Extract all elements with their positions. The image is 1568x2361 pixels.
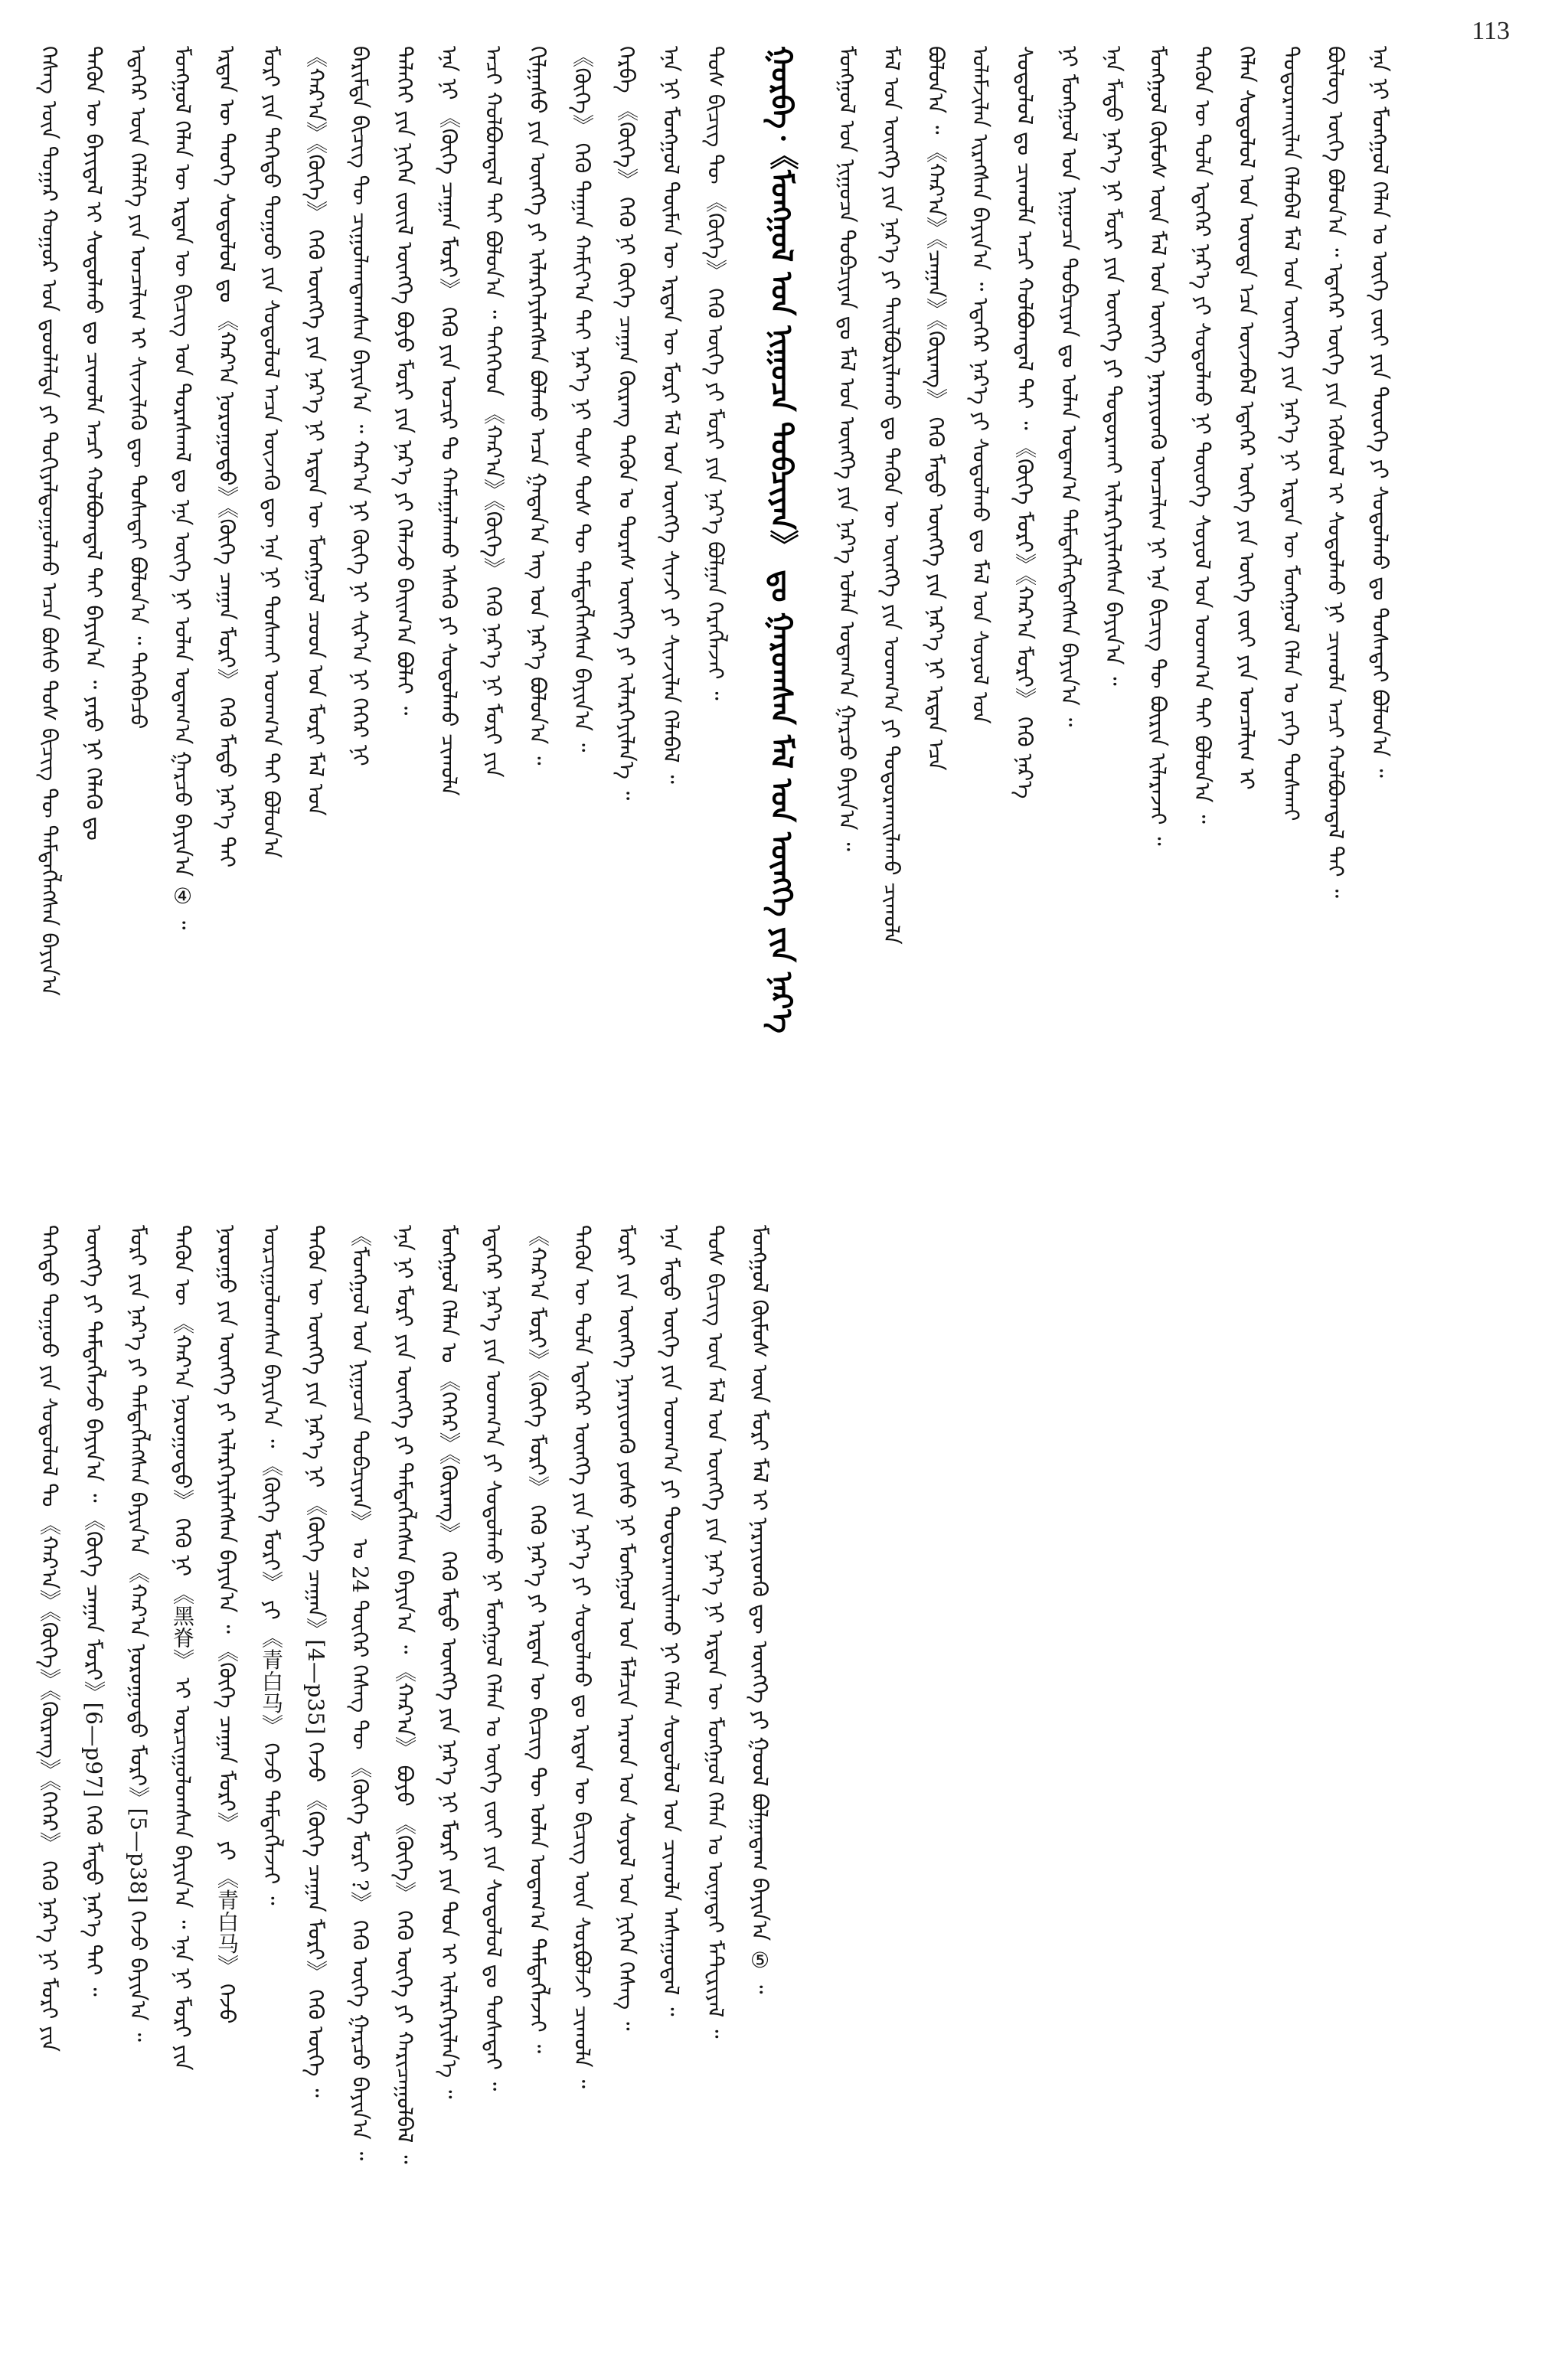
text-column: 《ᠮᠣᠩᠭᠣᠯ ᠤᠨ ᠨᠢᠭᠤᠴᠠ ᠲᠤᠪᠴᠢᠶᠠᠨ》 ᠤ 24 ᠳᠦᠭᠡᠷ ᠬᠡᠰᠡᠭ ᠲᠦ 《ᠬᠦᠬᠡ ᠮᠣᠷᠢ ?》 ᠭᠡᠬᠦ ᠦᠭᠡ ᠭᠠᠷᠴᠤ ᠪᠠᠶᠢᠨ᠎ᠠ ᠃ <box>348 1225 373 2161</box>
text-column: ᠮᠣᠷᠢ ᠶᠢᠨ ᠳᠡᠭᠡᠳᠦ ᠳᠤᠭᠤᠤ ᠶᠢᠨ ᠰᠤᠳᠤᠯᠤᠯ ᠠᠴᠠ ᠦᠵᠡᠬᠦ ᠳᠦ ᠡᠨᠡ ᠨᠢ ᠲᠤᠰᠬᠠᠢ ᠤᠳᠬ᠎ᠠ ᠲᠠᠢ ᠪᠣᠯᠤᠨ᠎ᠠ <box>259 46 284 858</box>
text-column: ᠬᠡᠯᠡᠨ ᠰᠤᠳᠤᠯᠤᠯ ᠤᠨ ᠦᠦᠳᠡ ᠡᠴᠡ ᠦᠵᠡᠪᠡᠯ ᠡᠳᠡᠭᠡᠷ ᠦᠭᠡ ᠶᠢᠨ ᠦᠭᠡ ᠵᠦᠢ ᠶᠢᠨ ᠤᠨᠴᠠᠯᠢᠭ ᠢ <box>1234 46 1259 790</box>
text-column: ᠡᠨᠡ ᠮᠡᠲᠦ ᠦᠭᠡ ᠶᠢᠨ ᠤᠳᠬ᠎ᠠ ᠶᠢ ᠲᠣᠳᠤᠷᠬᠠᠢᠯᠠᠬᠤ ᠨᠢ ᠬᠡᠯᠡᠨ ᠰᠤᠳᠤᠯᠤᠯ ᠤᠨ ᠴᠢᠬᠤᠯᠠ ᠠᠰᠠᠭᠤᠳᠠᠯ ᠃ <box>658 1225 684 2016</box>
text-column: ᠡᠨᠡ ᠨᠢ ᠮᠣᠷᠢ ᠶᠢᠨ ᠦᠩᠭᠡ ᠶᠢ ᠲᠡᠮᠳᠡᠭᠯᠡᠭᠰᠡᠨ ᠪᠠᠶᠢᠨ᠎ᠠ ᠃ 《ᠬᠠᠷ᠎ᠠ》 ᠪᠤᠶᠤ 《ᠬᠦᠬᠡ》 ᠭᠡᠬᠦ ᠦᠭᠡ ᠶᠢ ᠬᠠᠷᠢᠴᠠᠭᠤᠯᠪᠠᠯ ᠃ <box>392 1225 417 2164</box>
text-column: ᠨᠤᠷᠤᠭᠤ ᠶᠢᠨ ᠦᠩᠭᠡ ᠶᠢ ᠢᠯᠡᠷᠬᠡᠶᠢᠯᠡᠭᠰᠡᠨ ᠪᠠᠶᠢᠨ᠎ᠠ ᠃ 《ᠬᠦᠬᠡ ᠴᠠᠭᠠᠨ ᠮᠣᠷᠢ》 ᠶᠢ 《青白马》 ᠭᠡᠵᠦ <box>214 1225 240 2024</box>
text-column: ᠡᠨᠡ ᠨᠢ 《ᠬᠦᠬᠡ ᠴᠠᠭᠠᠨ ᠮᠣᠷᠢ》 ᠭᠡᠬᠦ ᠶᠢᠨ ᠤᠴᠢᠷ ᠲᠤ ᠬᠠᠮᠠᠭᠠᠯᠠᠬᠤ ᠡᠰᠡᠬᠦ ᠶᠢ ᠰᠤᠳᠤᠯᠬᠤ ᠴᠢᠬᠤᠯᠠ <box>436 46 462 796</box>
text-column: ᠮᠣᠷᠢ ᠶᠢᠨ ᠨᠡᠷ᠎ᠡ ᠶᠢ ᠲᠡᠮᠳᠡᠭᠯᠡᠭᠰᠡᠨ ᠪᠠᠶᠢᠨ᠎ᠠ 《ᠬᠠᠷ᠎ᠠ ᠨᠤᠷᠤᠭᠤᠲᠤ ᠮᠣᠷᠢ》[5—p38] ᠭᠡᠵᠦ ᠪᠠᠶᠢᠨ᠎ᠠ ᠃ <box>126 1225 151 2042</box>
text-column: ᠳᠡᠭᠡᠳᠦ ᠳᠤᠭᠤᠤ ᠶᠢᠨ ᠰᠤᠳᠤᠯᠤᠯ ᠲᠤ 《ᠬᠠᠷ᠎ᠠ》《ᠬᠦᠬᠡ》《ᠬᠦᠷᠡᠩ》《ᠬᠡᠭᠡᠷ》 ᠭᠡᠬᠦ ᠨᠡᠷ᠎ᠡ ᠨᠢ ᠮᠣᠷᠢ ᠶᠢᠨ <box>37 1225 62 2052</box>
text-column: ᠲᠤᠰ ᠪᠢᠴᠢᠭ ᠦᠨ ᠮᠠᠯ ᠤᠨ ᠦᠩᠭᠡ ᠶᠢᠨ ᠨᠡᠷ᠎ᠡ ᠨᠢ ᠡᠷᠲᠡᠨ ᠦ ᠮᠣᠩᠭᠣᠯ ᠬᠡᠯᠡᠨ ᠤ ᠦᠨᠡᠳᠡᠢ ᠮᠠᠲ᠋ᠧᠷᠢᠶᠠᠯ ᠃ <box>703 1225 728 2039</box>
text-column: ᠬᠡᠷᠪᠡ 《ᠬᠦᠬᠡ》 ᠭᠡᠬᠦ ᠨᠢ ᠬᠦᠬᠡ ᠴᠠᠭᠠᠨ ᠬᠦᠷᠡᠩ ᠲᠡᠭᠦᠨ ᠤ ᠳᠤᠷᠠᠰ ᠦᠩᠭᠡ ᠶᠢ ᠢᠯᠡᠷᠬᠡᠶᠢᠯᠡᠨ᠎ᠡ ᠃ <box>614 46 639 801</box>
text-column: ᠦᠩᠭᠡ ᠶᠢ ᠲᠡᠮᠳᠡᠭᠯᠡᠵᠦ ᠪᠠᠶᠢᠨ᠎ᠠ ᠃ 《ᠬᠦᠬᠡ ᠴᠠᠭᠠᠨ ᠮᠣᠷᠢ》[6—p97] ᠭᠡᠬᠦ ᠮᠡᠲᠦ ᠨᠡᠷ᠎ᠡ ᠲᠠᠢ ᠃ <box>81 1225 106 1997</box>
text-column: ᠪᠦᠯᠦᠭ ᠦᠭᠡ ᠪᠣᠯᠤᠨ᠎ᠠ ᠃ ᠡᠳᠡᠭᠡᠷ ᠦᠭᠡ ᠶᠢᠨ ᠡᠭᠦᠰᠦᠯ ᠢ ᠰᠤᠳᠤᠯᠬᠤ ᠨᠢ ᠴᠢᠬᠤᠯᠠ ᠠᠴᠢ ᠬᠣᠯᠪᠣᠭᠳᠠᠯ ᠲᠠᠢ ᠃ <box>1323 46 1348 898</box>
text-column: 《ᠬᠠᠷ᠎ᠠ》《ᠬᠦᠬᠡ》 ᠭᠡᠬᠦ ᠦᠩᠭᠡ ᠶᠢᠨ ᠨᠡᠷ᠎ᠡ ᠨᠢ ᠡᠷᠲᠡᠨ ᠦ ᠮᠣᠩᠭᠣᠯ ᠴᠤᠳ ᠤᠨ ᠮᠣᠷᠢ ᠮᠠᠯ ᠤᠨ <box>303 46 328 816</box>
text-column: ᠳᠡᠯᠡᠭᠡᠢ ᠶᠢᠨ ᠨᠢᠭᠡᠨ ᠵᠦᠢᠯ ᠦᠩᠭᠡ ᠪᠤᠶᠤ ᠮᠣᠷᠢ ᠶᠢᠨ ᠨᠡᠷ᠎ᠡ ᠶᠢ ᠬᠡᠯᠡᠵᠦ ᠪᠠᠢᠭ᠎ᠠ ᠪᠣᠯᠠᠢ ᠃ <box>392 46 417 716</box>
text-column: ᠲᠡᠭᠦᠨ ᠦ 《ᠬᠠᠷ᠎ᠠ ᠨᠤᠷᠤᠭᠤᠲᠤ》 ᠭᠡᠬᠦ ᠨᠢ 《黑脊》 ᠢ ᠣᠷᠴᠢᠭᠤᠯᠤᠭᠰᠠᠨ ᠪᠠᠶᠢᠨ᠎ᠠ ᠃ ᠡᠨᠡ ᠨᠢ ᠮᠣᠷᠢ ᠶᠢᠨ <box>170 1225 195 2071</box>
text-column: ᠣᠷᠴᠢᠭᠤᠯᠤᠭᠰᠠᠨ ᠪᠠᠶᠢᠨ᠎ᠠ ᠃ 《ᠬᠦᠬᠡ ᠮᠣᠷᠢ》 ᠶᠢ 《青白马》 ᠭᠡᠵᠦ ᠲᠡᠮᠳᠡᠭᠯᠡᠵᠡᠢ ᠃ <box>259 1225 284 1905</box>
text-column: ᠲᠡᠭᠦᠨ ᠦ ᠦᠩᠭᠡ ᠶᠢᠨ ᠨᠡᠷ᠎ᠡ ᠨᠢ 《ᠬᠦᠬᠡ ᠴᠠᠭᠠᠨ》[4—p35] ᠭᠡᠵᠦ 《ᠬᠦᠬᠡ ᠴᠠᠭᠠᠨ ᠮᠣᠷᠢ》 ᠭᠡᠬᠦ ᠦᠭᠡ ᠃ <box>303 1225 328 2098</box>
lower-text-block <box>31 1225 1531 2327</box>
text-column: ᠲᠤᠰ ᠪᠢᠴᠢᠭ ᠲᠦ 《ᠬᠦᠬᠡ》 ᠭᠡᠬᠦ ᠦᠭᠡ ᠶᠢ ᠮᠣᠷᠢ ᠶᠢᠨ ᠨᠡᠷ᠎ᠡ ᠪᠣᠯᠭᠠᠨ ᠬᠡᠷᠡᠭᠯᠡᠵᠡᠢ ᠃ <box>703 46 728 700</box>
text-column: ᠡᠨᠡ ᠨᠢ ᠮᠣᠩᠭᠣᠯ ᠲᠦᠮᠡᠨ ᠦ ᠡᠷᠲᠡᠨ ᠦ ᠮᠣᠷᠢ ᠮᠠᠯ ᠤᠨ ᠦᠩᠭᠡ ᠰᠢᠨᠵᠢ ᠶᠢ ᠰᠢᠨᠵᠢᠯᠡᠨ ᠬᠡᠯᠡᠪᠡᠯ ᠃ <box>658 46 684 784</box>
section-title: ᠭᠤᠷᠪᠠ᠂《ᠮᠣᠩᠭᠣᠯ ᠤᠨ ᠨᠢᠭᠤᠴᠠ ᠲᠤᠪᠴᠢᠶᠠᠨ》 ᠳᠤ ᠭᠠᠷᠤᠭᠰᠠᠨ ᠮᠠᠯ ᠤᠨ ᠦᠩᠭᠡ ᠶᠢᠨ ᠨᠡᠷ᠎ᠡ <box>765 46 799 1034</box>
text-column: 《ᠬᠠᠷ᠎ᠠ ᠮᠣᠷᠢ》《ᠬᠦᠬᠡ ᠮᠣᠷᠢ》 ᠭᠡᠬᠦ ᠨᠡᠷ᠎ᠡ ᠶᠢ ᠡᠷᠲᠡᠨ ᠦ ᠪᠢᠴᠢᠭ ᠲᠦ ᠣᠯᠠᠨ ᠤᠳᠠᠭ᠎ᠠ ᠲᠡᠮᠳᠡᠭᠯᠡᠵᠡᠢ ᠃ <box>525 1225 550 2053</box>
text-column: ᠪᠣᠯᠤᠨ᠎ᠠ ᠃ 《ᠬᠠᠷ᠎ᠠ》《ᠴᠠᠭᠠᠨ》《ᠬᠦᠷᠡᠩ》 ᠭᠡᠬᠦ ᠮᠡᠲᠦ ᠦᠩᠭᠡ ᠶᠢᠨ ᠨᠡᠷ᠎ᠡ ᠨᠢ ᠡᠷᠲᠡᠨ ᠡᠴᠡ <box>923 46 949 771</box>
text-column: ᠮᠣᠷᠢ ᠶᠢᠨ ᠦᠩᠭᠡ ᠨᠡᠷᠡᠶᠢᠳᠬᠦ ᠶᠣᠰᠣ ᠨᠢ ᠮᠣᠩᠭᠣᠯ ᠤᠨ ᠮᠠᠯᠴᠢᠨ ᠠᠷᠠᠳ ᠤᠨ ᠰᠣᠶᠣᠯ ᠤᠨ ᠨᠢᠭᠡᠨ ᠬᠡᠰᠡᠭ ᠃ <box>614 1225 639 2031</box>
text-column: ᠲᠡᠭᠦᠨ ᠦ ᠪᠠᠶᠢᠳᠠᠯ ᠢ ᠰᠤᠳᠤᠯᠬᠤ ᠳᠤ ᠴᠢᠬᠤᠯᠠ ᠠᠴᠢ ᠬᠣᠯᠪᠣᠭᠳᠠᠯ ᠲᠠᠶ ᠪᠠᠶᠢᠨ᠎ᠠ ᠃ ᠶᠡᠷᠦ ᠨᠢ ᠬᠡᠯᠡᠬᠦ ᠳᠤ <box>81 46 106 841</box>
text-column: ᠲᠣᠳᠤᠷᠬᠠᠢᠯᠠᠨ ᠬᠡᠯᠡᠪᠡᠯ ᠮᠠᠯ ᠤᠨ ᠦᠩᠭᠡ ᠶᠢᠨ ᠨᠡᠷ᠎ᠡ ᠨᠢ ᠡᠷᠲᠡᠨ ᠦ ᠮᠣᠩᠭᠣᠯ ᠬᠡᠯᠡᠨ ᠤ ᠶᠡᠬᠡ ᠲᠤᠰᠬᠠᠢ <box>1279 46 1304 821</box>
text-column: ᠮᠣᠩᠭᠣᠯ ᠬᠦᠮᠦᠰ ᠦᠨ ᠮᠠᠯ ᠤᠨ ᠦᠩᠭᠡ ᠨᠡᠷᠡᠶᠢᠳᠬᠦ ᠣᠨᠴᠠᠯᠢᠭ ᠨᠢ ᠡᠨᠡ ᠪᠢᠴᠢᠭ ᠲᠦ ᠪᠦᠷᠢᠨ ᠢᠯᠡᠷᠡᠵᠡᠢ ᠃ <box>1145 46 1171 846</box>
text-column: ᠪᠠᠷᠢᠮᠲᠠ ᠪᠢᠴᠢᠭ ᠲᠦ ᠴᠢᠭᠤᠯᠠᠭᠳᠠᠭᠰᠠᠨ ᠪᠠᠶᠢᠨ᠎ᠠ ᠃ ᠬᠠᠷ᠎ᠠ ᠨᠢ ᠬᠦᠬᠡ ᠨᠢ ᠰᠢᠷ᠎ᠠ ᠨᠢ ᠬᠡᠭᠡᠷ ᠨᠢ <box>348 46 373 766</box>
text-column: ᠰᠤᠳᠤᠯᠤᠯ ᠳᠤ ᠴᠢᠬᠤᠯᠠ ᠠᠴᠢ ᠬᠣᠯᠪᠣᠭᠳᠠᠯ ᠲᠠᠢ ᠃ 《ᠬᠦᠬᠡ ᠮᠣᠷᠢ》《ᠬᠠᠷ᠎ᠠ ᠮᠣᠷᠢ》 ᠭᠡᠬᠦ ᠨᠡᠷ᠎ᠡ <box>1012 46 1037 799</box>
text-column: ᠡᠳᠡᠭᠡᠷ ᠨᠡᠷ᠎ᠡ ᠶᠢᠨ ᠤᠳᠬ᠎ᠠ ᠶᠢ ᠰᠤᠳᠤᠯᠬᠤ ᠨᠢ ᠮᠣᠩᠭᠣᠯ ᠬᠡᠯᠡᠨ ᠤ ᠦᠭᠡ ᠵᠦᠢ ᠶᠢᠨ ᠰᠤᠳᠤᠯᠤᠯ ᠳᠤ ᠲᠤᠰᠠᠲᠠᠢ ᠃ <box>481 1225 506 2092</box>
text-column: ᠲᠡᠭᠦᠨ ᠦ ᠲᠤᠯᠠ ᠡᠳᠡᠭᠡᠷ ᠦᠩᠭᠡ ᠶᠢᠨ ᠨᠡᠷ᠎ᠡ ᠶᠢ ᠰᠤᠳᠤᠯᠬᠤ ᠳᠤ ᠡᠷᠲᠡᠨ ᠦ ᠪᠢᠴᠢᠭ ᠦᠨ ᠰᠤᠷᠪᠤᠯᠵᠢ ᠴᠢᠬᠤᠯᠠ ᠃ <box>570 1225 595 2088</box>
page-number: 113 <box>1472 17 1510 45</box>
text-column: ᠬᠢᠯᠭᠠᠰᠤ ᠶᠢᠨ ᠦᠩᠭᠡ ᠶᠢ ᠢᠯᠡᠷᠬᠡᠶᠢᠯᠡᠭᠰᠡᠨ ᠪᠣᠯᠬᠤ ᠠᠴᠠ ᠭᠠᠳᠠᠨ᠎ᠠ ᠡᠩ ᠤᠨ ᠨᠡᠷ᠎ᠡ ᠪᠣᠯᠤᠨ᠎ᠠ ᠃ <box>525 46 550 766</box>
text-column: ᠮᠣᠩᠭᠣᠯ ᠬᠦᠮᠦᠰ ᠦᠨ ᠮᠣᠷᠢ ᠮᠠᠯ ᠢ ᠨᠡᠷᠡᠶᠢᠳᠬᠦ ᠳᠦ ᠦᠩᠭᠡ ᠶᠢ ᠭᠣᠤᠯ ᠪᠣᠯᠭᠠᠳᠠᠭ ᠪᠠᠶᠢᠨ᠎ᠠ ⑤ ᠃ <box>747 1225 773 1994</box>
text-column: ᠡᠷᠲᠡᠨ ᠦ ᠲᠡᠦᠬᠡ ᠰᠤᠳᠤᠯᠤᠯ ᠳᠤ 《ᠬᠠᠷ᠎ᠠ ᠨᠤᠷᠤᠭᠤᠲᠤ》《ᠬᠦᠬᠡ ᠴᠠᠭᠠᠨ ᠮᠣᠷᠢ》 ᠭᠡᠬᠦ ᠮᠡᠲᠦ ᠨᠡᠷ᠎ᠡ ᠲᠠᠢ <box>214 46 240 868</box>
text-column: ᠮᠣᠩᠭᠣᠯ ᠤᠨ ᠨᠢᠭᠤᠴᠠ ᠲᠤᠪᠴᠢᠶᠠᠨ ᠳᠤ ᠮᠠᠯ ᠤᠨ ᠦᠩᠭᠡ ᠶᠢᠨ ᠨᠡᠷ᠎ᠡ ᠣᠯᠠᠨ ᠤᠳᠠᠭ᠎ᠠ ᠭᠠᠷᠴᠤ ᠪᠠᠶᠢᠨ᠎ᠠ ᠃ <box>835 46 860 851</box>
text-column: ᠮᠣᠩᠭᠣᠯ ᠬᠡᠯᠡᠨ ᠦ ᠡᠷᠲᠡᠨ ᠦ ᠪᠢᠴᠢᠭ ᠤᠨ ᠳᠤᠷᠠᠰᠬᠠᠯ ᠳᠤ ᠡᠨᠡ ᠦᠭᠡ ᠨᠢ ᠣᠯᠠᠨ ᠤᠳᠠᠭ᠎ᠠ ᠭᠠᠷᠴᠤ ᠪᠠᠶᠢᠨ᠎ᠠ ④ ᠃ <box>170 46 195 930</box>
text-column: ᠨᠢ ᠮᠣᠩᠭᠣᠯ ᠤᠨ ᠨᠢᠭᠤᠴᠠ ᠲᠤᠪᠴᠢᠶᠠᠨ ᠳᠤ ᠣᠯᠠᠨ ᠤᠳᠠᠭ᠎ᠠ ᠲᠡᠮᠳᠡᠭᠯᠡᠭᠳᠡᠭᠰᠡᠨ ᠪᠠᠶᠢᠨ᠎ᠠ ᠃ <box>1057 46 1082 727</box>
text-column: ᠡᠳᠡᠭᠡᠷ ᠦᠨ ᠬᠡᠯᠡᠯᠭᠡ ᠶᠢᠨ ᠤᠨᠴᠠᠯᠢᠭ ᠢ ᠰᠢᠨᠵᠢᠯᠡᠬᠦ ᠳᠦ ᠲᠤᠰᠠᠲᠠᠢ ᠪᠣᠯᠤᠨ᠎ᠠ ᠃ ᠲᠡᠭᠡᠪᠡᠴᠦ <box>126 46 151 730</box>
text-column: ᠡᠨᠡ ᠮᠡᠲᠦ ᠨᠡᠷ᠎ᠡ ᠨᠢ ᠮᠣᠷᠢ ᠶᠢᠨ ᠦᠩᠭᠡ ᠶᠢ ᠲᠣᠳᠤᠷᠬᠠᠢ ᠢᠯᠡᠷᠬᠡᠶᠢᠯᠡᠭᠰᠡᠨ ᠪᠠᠶᠢᠨ᠎ᠠ ᠃ <box>1101 46 1126 686</box>
text-column: ᠠᠴᠢ ᠬᠣᠯᠪᠣᠭᠳᠠᠯ ᠲᠠᠢ ᠪᠣᠯᠤᠨ᠎ᠠ ᠃ ᠲᠡᠭᠡᠭᠡᠳ 《ᠬᠠᠷ᠎ᠠ》《ᠬᠦᠬᠡ》 ᠭᠡᠬᠦ ᠨᠡᠷ᠎ᠡ ᠨᠢ ᠮᠣᠷᠢ ᠶᠢᠨ <box>481 46 506 778</box>
text-column: 《ᠬᠦᠬᠡ》 ᠭᠡᠬᠦ ᠳᠠᠭᠠᠨ ᠬᠠᠮᠢᠶ᠎ᠠ ᠲᠠᠢ ᠨᠡᠷ᠎ᠡ ᠨᠢ ᠲᠤᠰ ᠲᠤᠰ ᠲᠦ ᠲᠡᠮᠳᠡᠭᠯᠡᠭᠰᠡᠨ ᠪᠠᠶᠢᠨ᠎ᠠ ᠃ <box>570 46 595 753</box>
upper-text-block <box>31 46 1531 1194</box>
text-column: ᠤᠯᠠᠮᠵᠢᠯᠠᠨ ᠢᠷᠡᠭᠰᠡᠨ ᠪᠠᠶᠢᠨ᠎ᠠ ᠃ ᠡᠳᠡᠭᠡᠷ ᠨᠡᠷ᠎ᠡ ᠶᠢ ᠰᠤᠳᠤᠯᠬᠤ ᠳᠤ ᠮᠠᠯ ᠤᠨ ᠰᠣᠶᠣᠯ ᠤᠨ <box>968 46 993 724</box>
text-column: ᠮᠠᠯ ᠤᠨ ᠦᠩᠭᠡ ᠶᠢᠨ ᠨᠡᠷ᠎ᠡ ᠶᠢ ᠲᠠᠢᠯᠪᠤᠷᠢᠯᠠᠬᠤ ᠳᠤ ᠲᠡᠭᠦᠨ ᠦ ᠦᠩᠭᠡ ᠶᠢᠨ ᠤᠳᠬ᠎ᠠ ᠶᠢ ᠲᠤᠳᠤᠷᠬᠠᠢᠯᠠᠬᠤ ᠴᠢᠬᠤᠯᠠ <box>879 46 904 945</box>
text-column: ᠡᠨᠡ ᠨᠢ ᠮᠣᠩᠭᠣᠯ ᠬᠡᠯᠡᠨ ᠤ ᠦᠭᠡ ᠵᠦᠢ ᠶᠢᠨ ᠲᠦᠦᠬᠡ ᠶᠢ ᠰᠤᠳᠤᠯᠬᠤ ᠳᠤ ᠲᠤᠰᠠᠲᠠᠢ ᠪᠣᠯᠤᠨ᠎ᠠ ᠃ <box>1367 46 1393 778</box>
text-column: ᠲᠡᠭᠦᠨ ᠦ ᠲᠤᠯᠠ ᠡᠳᠡᠭᠡᠷ ᠨᠡᠷ᠎ᠡ ᠶᠢ ᠰᠤᠳᠤᠯᠬᠤ ᠨᠢ ᠲᠦᠦᠬᠡ ᠰᠣᠶᠣᠯ ᠤᠨ ᠤᠳᠬ᠎ᠠ ᠲᠠᠢ ᠪᠣᠯᠤᠨ᠎ᠠ ᠃ <box>1190 46 1215 824</box>
text-column: ᠬᠡᠰᠡᠭ ᠦᠨ ᠳᠤᠭᠠᠷ ᠬᠤᠭᠤᠷ ᠤᠨ ᠳ᠋ᠤᠤᠯᠠᠯᠲᠠ ᠶᠢ ᠲᠤᠬᠢᠶᠠᠯᠳᠤᠭᠤᠯᠬᠤ ᠠᠴᠠ ᠪᠤᠰᠤ ᠲᠤᠰ ᠪᠢᠴᠢᠭ ᠲᠦ ᠲᠡᠮᠳᠡᠭᠯᠡᠭᠰᠡᠨ ᠪᠠᠶᠢᠨ᠎ᠠ <box>37 46 62 996</box>
text-column: ᠮᠣᠩᠭᠣᠯ ᠬᠡᠯᠡᠨ ᠤ 《ᠬᠡᠭᠡᠷ》《ᠬᠦᠷᠡᠩ》 ᠭᠡᠬᠦ ᠮᠡᠲᠦ ᠦᠩᠭᠡ ᠶᠢᠨ ᠨᠡᠷ᠎ᠡ ᠨᠢ ᠮᠣᠷᠢ ᠶᠢᠨ ᠳᠤᠨ ᠢ ᠢᠯᠡᠷᠬᠡᠶᠢᠯᠡᠨ᠎ᠡ ᠃ <box>436 1225 462 2099</box>
